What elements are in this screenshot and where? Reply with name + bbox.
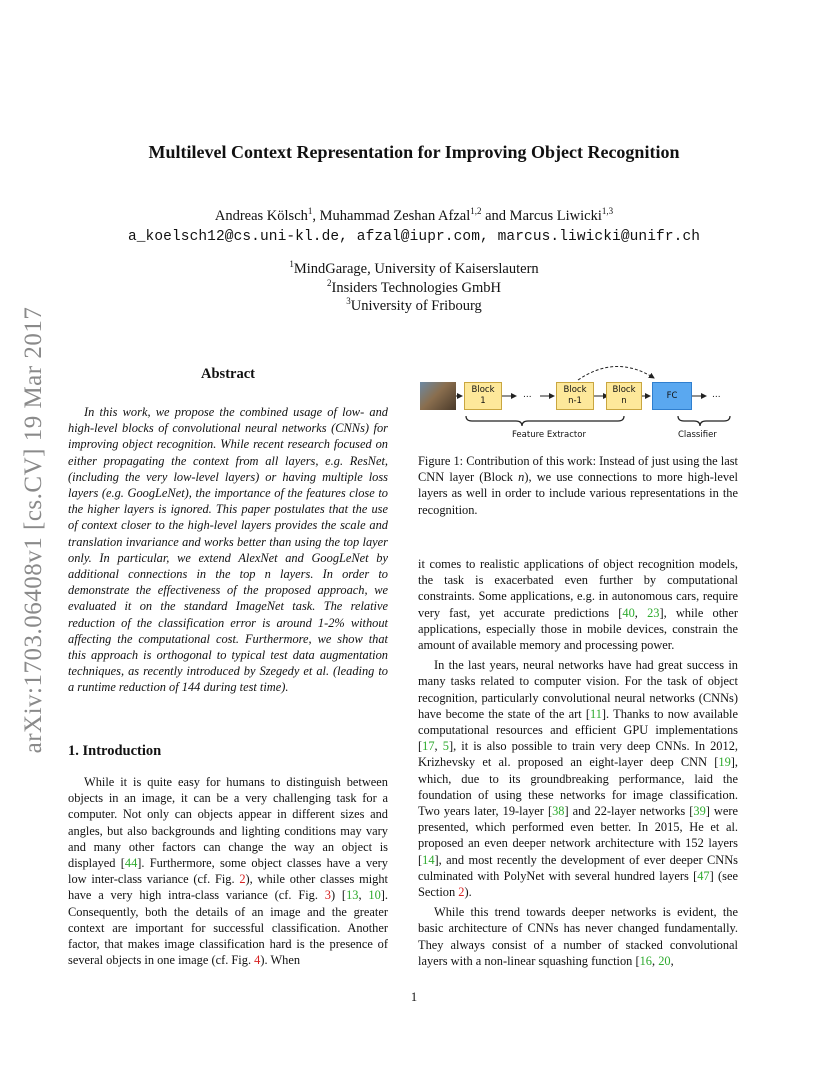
introduction-body	[68, 774, 388, 968]
abstract-body	[68, 404, 388, 696]
block-index: n	[621, 396, 627, 406]
text-run: While it is quite easy for humans to distinguish between objects in an image, it can be a very challenging task for a computer. Not only can objects appear in different sizes and angles, but also backgrounds and lighting conditions may vary and many other factors can change the way an object is displayed [	[68, 775, 388, 871]
text-run: ] were presented, which performed even better. In 2015, He et al. proposed an even deeper network architecture with 152 layers [	[418, 804, 738, 867]
section-heading-introduction: 1. Introduction	[68, 743, 162, 759]
text-run: ]. Thanks to now available computational resources and efficient GPU implementations [	[418, 706, 738, 754]
affiliation	[0, 297, 828, 316]
text-run: ,	[670, 953, 674, 968]
citation-link[interactable]: 10	[368, 888, 381, 903]
affil-sup: 2	[327, 277, 332, 288]
page-number: 1	[410, 990, 418, 1004]
text-run: ). When	[260, 953, 301, 968]
text-run: ,	[634, 605, 648, 620]
citation-link[interactable]: 38	[552, 804, 565, 819]
citation-link[interactable]: 13	[346, 888, 359, 903]
figure-ref-link[interactable]: 4	[254, 953, 261, 968]
text-run: ).	[464, 885, 472, 900]
block-label: Block	[563, 385, 587, 395]
citation-link[interactable]: 11	[589, 706, 602, 721]
author-affil-sup: 1	[307, 206, 313, 217]
citation-link[interactable]: 5	[442, 739, 449, 754]
feature-extractor-label: Feature Extractor	[512, 430, 586, 440]
abstract-paragraph: In this work, we propose the combined usage of low- and high-level blocks of convolutional neural networks (CNNs) for improving object recognition. While recent research focused on either propagating the context from all layers, e.g. ResNet, (including the very low-level layers) or having multiple loss layers (e.g. GoogLeNet), the importance of the features close to the higher layers is ignored. This paper postulates that the use of context closer to the high-level layers provides the scale and translation invariance and works better than using the top layer only. In particular, we extend AlexNet and GoogLeNet by additional connections in the top n layers. In order to demonstrate the effectiveness of the proposed approach, we evaluated it on the standard ImageNet task. The relative reduction of the classification error is around 1-2% without affecting the computational cost. Furthermore, we show that this approach is orthogonal to typical test data augmentation techniques, as recently introduced by Szegedy et al. (leading to a runtime reduction of 144 during test time).	[68, 405, 388, 695]
block-index: n-1	[568, 396, 582, 406]
citation-link[interactable]: 14	[422, 852, 435, 867]
author-affil-sup: 1,2	[470, 206, 482, 217]
block-label: Block	[612, 385, 636, 395]
affil-sup: 3	[346, 296, 351, 307]
affil-name: MindGarage, University of Kaiserslautern	[293, 261, 539, 277]
fc-box: FC	[652, 382, 692, 410]
text-run: ] (see Section	[418, 868, 738, 900]
author-list	[0, 208, 828, 225]
text-run: ]. Furthermore, some object classes have a very low inter-class variance (cf. Fig.	[68, 856, 389, 887]
citation-link[interactable]: 17	[422, 739, 435, 754]
body-paragraph	[418, 556, 738, 653]
ellipsis: ...	[523, 390, 532, 400]
citation-link[interactable]: 39	[693, 804, 706, 819]
ellipsis: ...	[712, 390, 721, 400]
affil-name: University of Fribourg	[350, 298, 482, 314]
author-name: Muhammad Zeshan Afzal	[319, 208, 471, 224]
text-run: ,	[652, 953, 659, 968]
author-separator: ,	[312, 208, 320, 224]
intro-paragraph	[68, 774, 388, 968]
right-column-body	[418, 556, 738, 969]
citation-link[interactable]: 44	[124, 856, 138, 871]
block-label: Block	[471, 385, 495, 395]
figure-1-diagram	[416, 360, 744, 450]
text-run: ] and 22-layer networks [	[564, 804, 694, 819]
author-name: Andreas Kölsch	[214, 208, 308, 224]
body-paragraph	[418, 904, 738, 969]
text-run: In the last years, neural networks have had great success in many tasks related to computer vision. For the task of object recognition, particularly convolutional neural networks (CNNs) have become the state of the art [	[418, 658, 738, 721]
citation-link[interactable]: 16	[639, 953, 652, 968]
author-name: Marcus Liwicki	[509, 208, 602, 224]
affiliation	[0, 279, 828, 298]
section-ref-link[interactable]: 2	[458, 885, 465, 900]
affil-name: Insiders Technologies GmbH	[331, 279, 501, 296]
affil-sup: 1	[289, 259, 294, 270]
math-n: n	[518, 470, 525, 485]
skip-connection-arrow	[578, 366, 654, 380]
text-run: While this trend towards deeper networks is evident, the basic architecture of CNNs has never changed fundamentally. They always consist of a number of stacked convolutional layers with a non-linear squashing function [	[418, 905, 738, 968]
classifier-label: Classifier	[678, 430, 717, 440]
caption-text	[418, 453, 738, 518]
citation-link[interactable]: 47	[697, 868, 710, 883]
body-paragraph	[418, 657, 738, 900]
text-run: ], while other applications, especially those in mobile devices, constrain the amount of available memory and processing power.	[418, 605, 738, 653]
abstract-heading: Abstract	[201, 366, 255, 382]
arxiv-side-stamp: arXiv:1703.06408v1 [cs.CV] 19 Mar 2017	[20, 306, 47, 754]
text-run: ], and most recently the development of ever deeper CNNs culminated with PolyNet with several hundred layers [	[418, 852, 738, 883]
text-run: ,	[434, 739, 443, 754]
paper-title: Multilevel Context Representation for Improving Object Recognition	[148, 142, 680, 162]
text-run: ]. Consequently, both the details of an image and the greater context are important for successful classification. Another factor, that makes image classification hard is the presence of several objects in one image (cf. Fig.	[68, 888, 388, 968]
author-affil-sup: 1,3	[601, 206, 614, 217]
block-n-1-box	[556, 382, 594, 410]
text-run: ), while other classes might have a very high intra-class variance (cf. Fig.	[68, 872, 388, 903]
figure-ref-link[interactable]: 2	[239, 872, 246, 887]
citation-link[interactable]: 19	[718, 755, 731, 770]
text-run: it comes to realistic applications of object recognition models, the task is exacerbated even further by computational constraints. Some applications, e.g. in autonomous cars, require very fast, yet accurate predictions [	[418, 557, 738, 620]
affiliations	[0, 260, 828, 316]
affiliation	[0, 260, 828, 279]
feature-extractor-brace	[466, 416, 624, 426]
citation-link[interactable]: 20	[658, 953, 671, 968]
text-run: ,	[358, 888, 369, 903]
text-run: ) [	[330, 888, 347, 903]
citation-link[interactable]: 40	[622, 605, 635, 620]
block-index: 1	[480, 396, 486, 406]
citation-link[interactable]: 23	[647, 605, 660, 620]
author-separator: and	[481, 208, 510, 224]
text-run: ), we use connections to more high-level layers as well in order to include various representations in the recognition.	[418, 470, 738, 517]
classifier-brace	[678, 416, 730, 426]
text-run: ], it is also possible to train very deep CNNs. In 2012, Krizhevsky et al. proposed an eight-layer deep CNN [	[418, 739, 738, 770]
block-n-box	[606, 382, 642, 410]
author-emails: a_koelsch12@cs.uni-kl.de, afzal@iupr.com, marcus.liwicki@unifr.ch	[127, 229, 701, 245]
text-run: Figure 1: Contribution of this work: Instead of just using the last CNN layer (Block	[418, 454, 738, 485]
figure-ref-link[interactable]: 3	[324, 888, 331, 903]
text-run: ], which, due to its groundbreaking performance, laid the foundation of using these networks for image classification. Two years later, 19-layer [	[418, 755, 738, 819]
block-1-box	[464, 382, 502, 410]
figure-1-caption	[418, 453, 738, 518]
